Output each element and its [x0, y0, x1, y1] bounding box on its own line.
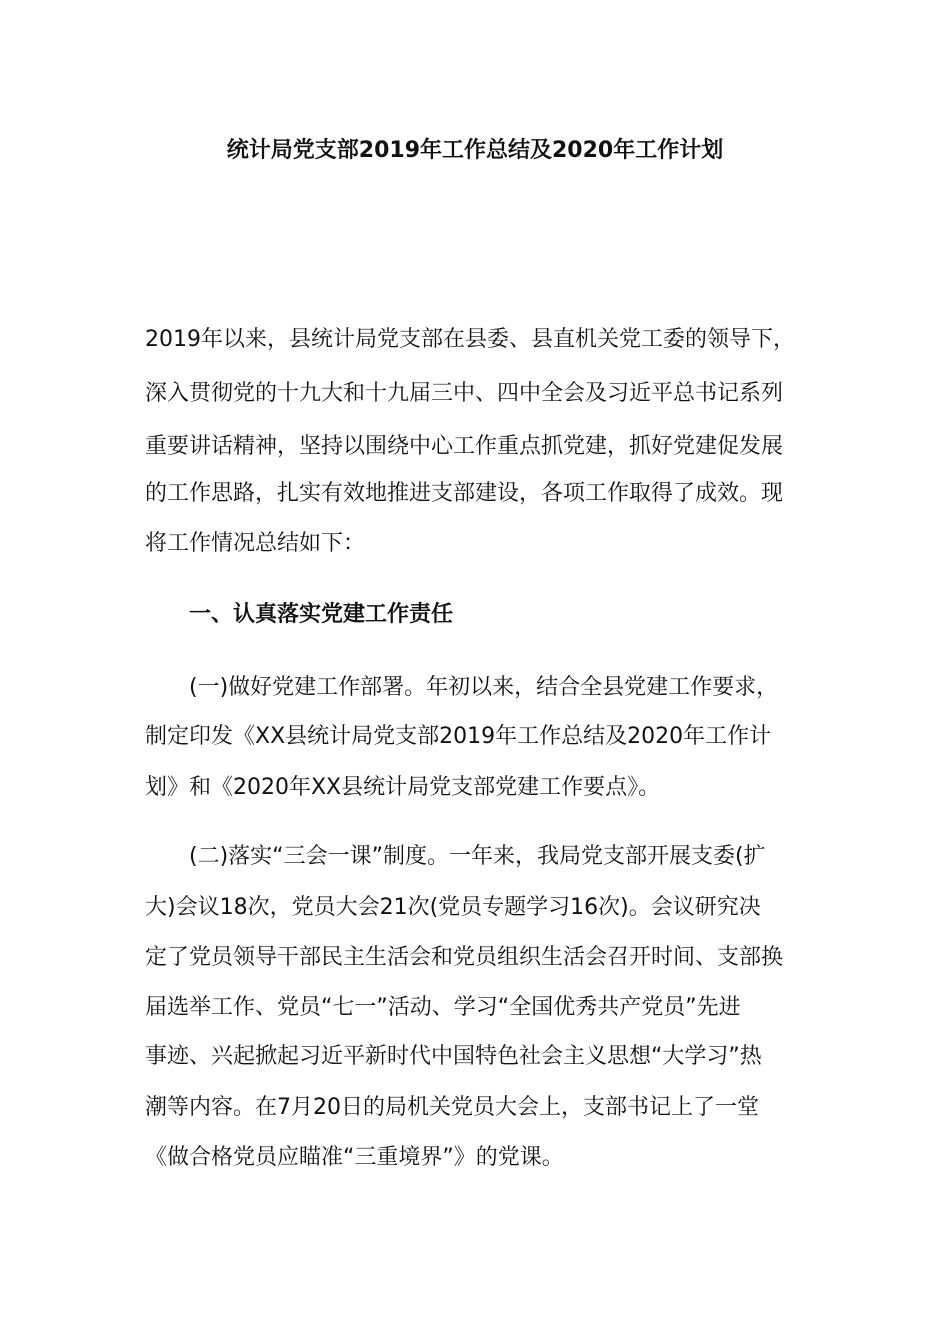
para1-line-2: 制定印发《XX县统计局党支部2019年工作总结及2020年工作计: [145, 724, 772, 749]
section-heading: 一、认真落实党建工作责任: [189, 602, 454, 627]
para2-line-7: 《做合格党员应瞄准“三重境界”》的党课。: [145, 1145, 564, 1170]
intro-line-5: 将工作情况总结如下：: [145, 531, 366, 556]
intro-line-3: 重要讲话精神，坚持以围绕中心工作重点抓党建，抓好党建促发展: [145, 434, 784, 459]
intro-line-4: 的工作思路，扎实有效地推进支部建设，各项工作取得了成效。现: [145, 481, 784, 506]
para2-line-3: 定了党员领导干部民主生活会和党员组织生活会召开时间、支部换: [145, 945, 784, 970]
para2-line-4: 届选举工作、党员“七一”活动、学习“全国优秀共产党员”先进: [145, 995, 741, 1020]
para2-line-2: 大)会议18次，党员大会21次(党员专题学习16次)。会议研究决: [145, 895, 761, 920]
para2-line-5: 事迹、兴起掀起习近平新时代中国特色社会主义思想“大学习”热: [145, 1044, 762, 1069]
para2-line-1: (二)落实“三会一课”制度。一年来，我局党支部开展支委(扩: [189, 844, 766, 869]
intro-line-1: 2019年以来，县统计局党支部在县委、县直机关党工委的领导下，: [145, 327, 795, 352]
intro-line-2: 深入贯彻党的十九大和十九届三中、四中全会及习近平总书记系列: [145, 381, 784, 406]
document-title: 统计局党支部2019年工作总结及2020年工作计划: [226, 138, 724, 163]
para1-line-1: (一)做好党建工作部署。年初以来，结合全县党建工作要求，: [189, 675, 779, 700]
para2-line-6: 潮等内容。在7月20日的局机关党员大会上，支部书记上了一堂: [145, 1095, 759, 1120]
para1-line-3: 划》和《2020年XX县统计局党支部党建工作要点》。: [145, 775, 661, 800]
